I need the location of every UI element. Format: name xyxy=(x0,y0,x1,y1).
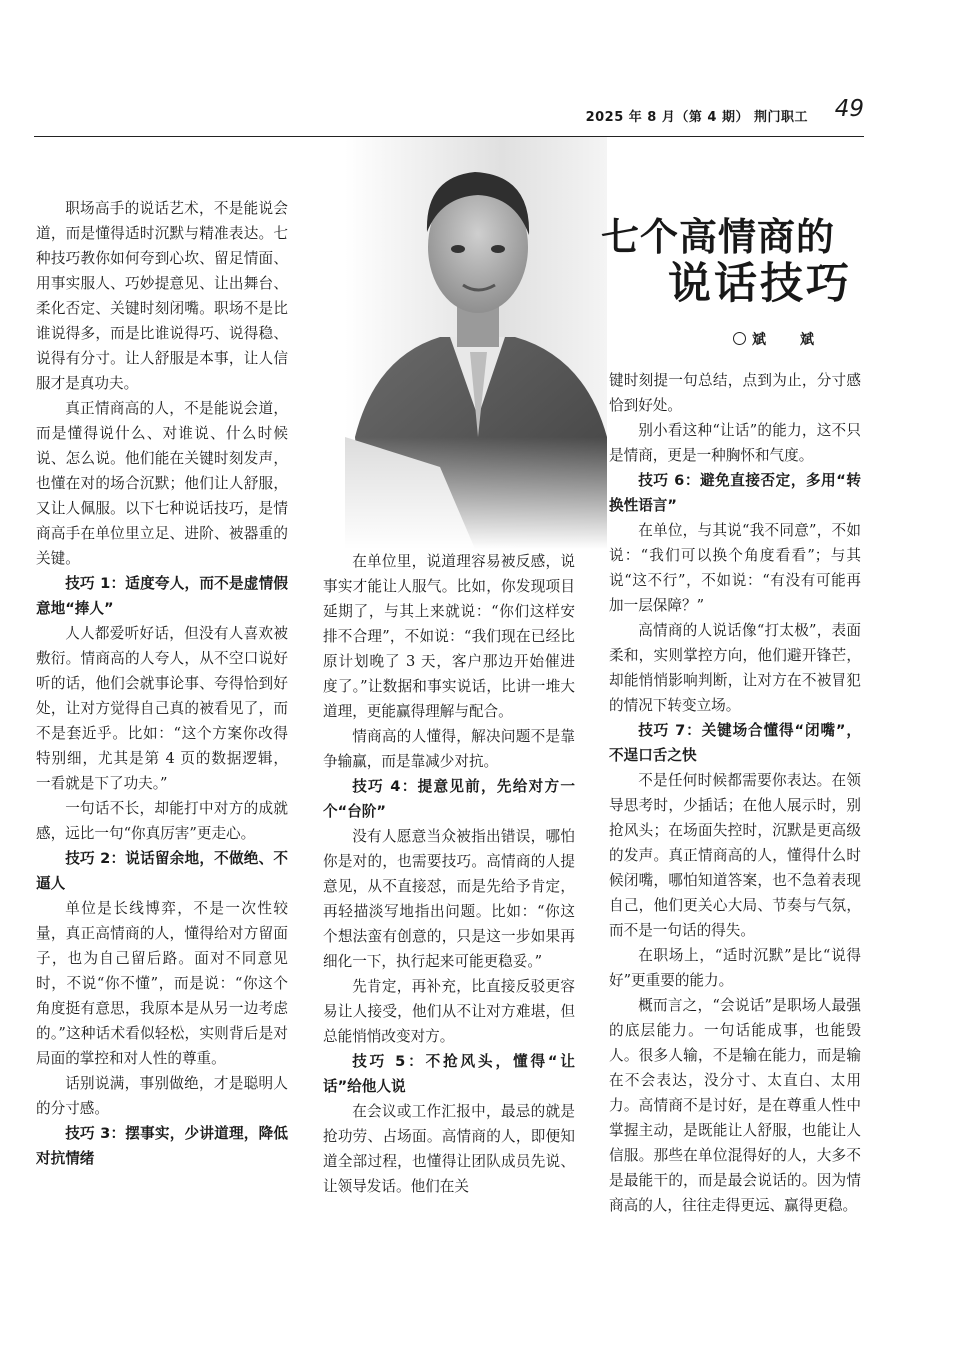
paragraph: 在会议或工作汇报中，最忌的就是抢功劳、占场面。高情商的人，即便知道全部过程，也懂得让团队成员先说、让领导发话。他们在关 xyxy=(323,1103,575,1195)
paragraph: 话别说满，事别做绝，才是聪明人的分寸感。 xyxy=(36,1075,288,1117)
column-2 xyxy=(323,549,575,1199)
author-byline xyxy=(733,329,824,349)
page-number: 49 xyxy=(834,96,864,122)
businessman-illustration xyxy=(345,137,607,549)
paragraph: 人人都爱听好话，但没有人喜欢被敷衍。情商高的人夸人，从不空口说好听的话，他们会就事论事、夸得恰到好处，让对方觉得自己真的被看见了，而不是套近乎。比如：“这个方案你改得特别细，尤其是第 4 页的数据逻辑，一看就是下了功夫。” xyxy=(36,625,288,792)
section-heading: 技巧 1：适度夸人，而不是虚情假意地“捧人” xyxy=(36,575,288,617)
paragraph: 键时刻提一句总结，点到为止，分寸感恰到好处。 xyxy=(609,372,861,414)
author-name: 斌 斌 xyxy=(752,332,824,348)
paragraph: 单位是长线博弈，不是一次性较量，真正高情商的人，懂得给对方留面子，也为自己留后路。面对不同意见时，不说“你不懂”，而是说：“你这个角度挺有意思，我原本是从另一边考虑的。”这种话术看似轻松，实则背后是对局面的掌控和对人性的尊重。 xyxy=(36,900,288,1067)
section-heading: 技巧 4：提意见前，先给对方一个“台阶” xyxy=(323,778,575,820)
paragraph: 在职场上，“适时沉默”是比“说得好”更重要的能力。 xyxy=(609,947,861,989)
paragraph: 在单位里，说道理容易被反感，说事实才能让人服气。比如，你发现项目延期了，与其上来就说：“你们这样安排不合理”，不如说：“我们现在已经比原计划晚了 3 天，客户那边开始催进度了。”让数据和事实说话，比讲一堆大道理，更能赢得理解与配合。 xyxy=(323,553,575,720)
paragraph: 职场高手的说话艺术，不是能说会道，而是懂得适时沉默与精准表达。七种技巧教你如何夸到心坎、留足情面、用事实服人、巧妙提意见、让出舞台、柔化否定、关键时刻闭嘴。职场不是比谁说得多，而是比谁说得巧、说得稳、说得有分寸。让人舒服是本事，让人信服才是真功夫。 xyxy=(36,200,288,392)
paragraph: 情商高的人懂得，解决问题不是靠争输赢，而是靠减少对抗。 xyxy=(323,728,575,770)
section-heading: 技巧 6：避免直接否定，多用“转换性语言” xyxy=(609,472,861,514)
section-heading: 技巧 5：不抢风头，懂得“让话”给他人说 xyxy=(323,1053,575,1095)
paragraph: 不是任何时候都需要你表达。在领导思考时，少插话；在他人展示时，别抢风头；在场面失控时，沉默是更高级的发声。真正情商高的人，懂得什么时候闭嘴，哪怕知道答案，也不急着表现自己，他们更关心大局、节奏与气氛，而不是一句话的得失。 xyxy=(609,772,861,939)
circle-icon xyxy=(733,332,746,345)
page-header xyxy=(34,96,864,137)
paragraph: 别小看这种“让话”的能力，这不只是情商，更是一种胸怀和气度。 xyxy=(609,422,861,464)
column-1 xyxy=(36,196,288,1171)
issue-info: 2025 年 8 月（第 4 期） 荆门职工 xyxy=(585,110,808,125)
paragraph: 真正情商高的人，不是能说会道，而是懂得说什么、对谁说、什么时候说、怎么说。他们能在关键时刻发声，也懂在对的场合沉默；他们让人舒服，又让人佩服。以下七种说话技巧，是情商高手在单位里立足、进阶、被器重的关键。 xyxy=(36,400,288,567)
paragraph: 没有人愿意当众被指出错误，哪怕你是对的，也需要技巧。高情商的人提意见，从不直接怼，而是先给予肯定，再轻描淡写地指出问题。比如：“你这个想法蛮有创意的，只是这一步如果再细化一下，执行起来可能更稳妥。” xyxy=(323,828,575,970)
article-title-line1: 七个高情商的 xyxy=(601,215,836,259)
paragraph: 高情商的人说话像“打太极”，表面柔和，实则掌控方向，他们避开锋芒，却能悄悄影响判断，让对方在不被冒犯的情况下转变立场。 xyxy=(609,622,861,714)
paragraph: 概而言之，“会说话”是职场人最强的底层能力。一句话能成事，也能毁人。很多人输，不是输在能力，而是输在不会表达，没分寸、太直白、太用力。高情商不是讨好，是在尊重人性中掌握主动，是既能让人舒服，也能让人信服。那些在单位混得好的人，大多不是最能干的，而是最会说话的。因为情商高的人，往往走得更远、赢得更稳。 xyxy=(609,997,861,1214)
businessman-photo xyxy=(345,137,607,549)
section-heading: 技巧 7：关键场合懂得“闭嘴”，不逞口舌之快 xyxy=(609,722,861,764)
section-heading: 技巧 3：摆事实，少讲道理，降低对抗情绪 xyxy=(36,1125,288,1167)
column-3 xyxy=(609,368,861,1218)
paragraph: 先肯定，再补充，比直接反驳更容易让人接受，他们从不让对方难堪，但总能悄悄改变对方。 xyxy=(323,978,575,1045)
paragraph: 在单位，与其说“我不同意”，不如说：“我们可以换个角度看看”；与其说“这不行”，不如说：“有没有可能再加一层保障？” xyxy=(609,522,861,614)
section-heading: 技巧 2：说话留余地，不做绝、不逼人 xyxy=(36,850,288,892)
paragraph: 一句话不长，却能打中对方的成就感，远比一句“你真厉害”更走心。 xyxy=(36,800,288,842)
article-title-line2: 说话技巧 xyxy=(668,259,852,309)
